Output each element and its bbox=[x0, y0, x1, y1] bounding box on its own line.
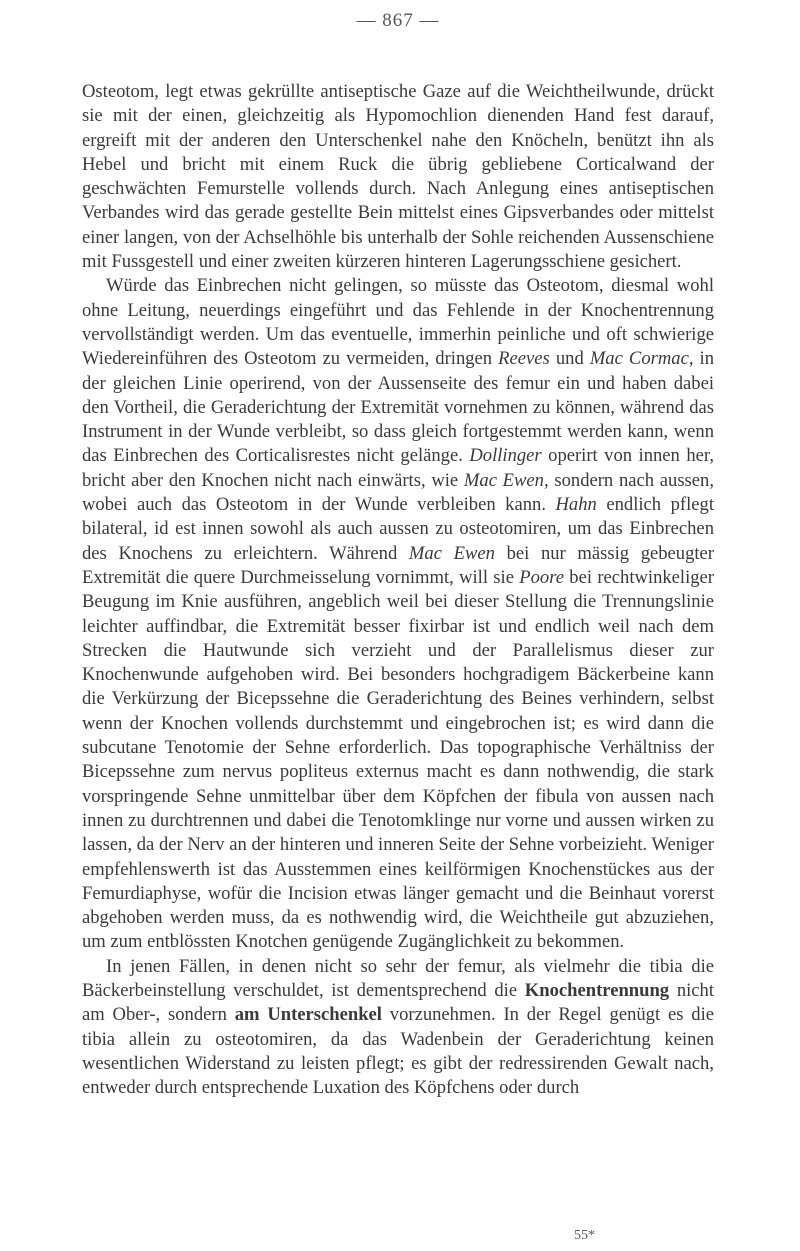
text-run: vorzunehmen. In der Regel genügt es die tibia allein zu osteotomiren, da das Wadenbein der Geraderichtung keinen wesentlichen Widerstand zu leisten pflegt; es gibt der redressirenden Gewalt nach, entweder durch entsprechende Luxation des Köpfchens oder durch bbox=[82, 1004, 714, 1099]
text-run: endlich pflegt bilateral, id est innen sowohl als auch aussen zu osteotomiren, um das Einbrechen des Knochens zu erleichtern. Während bbox=[82, 494, 714, 564]
page-number: — 867 — bbox=[356, 10, 440, 31]
text-run: , in der gleichen Linie operirend, von der Aussenseite des femur ein und haben dabei den Vortheil, die Geraderichtung der Extremität vornehmen zu können, während das Instrument in der Wunde verbleibt, so dass gleich fortgestemmt werden kann, wenn das Einbrechen des Corticalisrestes nicht gelänge. bbox=[82, 348, 715, 467]
author-name: Reeves bbox=[498, 348, 550, 370]
text-run: bei rechtwinkeliger Beugung im Knie ausführen, angeblich weil bei dieser Stellung die Trennungslinie leichter auffindbar, die Extremität besser fixirbar ist und endlich weil nach dem Strecken die Hautwunde sich verzieht und der Parallelismus dieser zur Knochenwunde aufgehoben wird. Bei besonders hochgradigem Bäckerbeine kann die Verkürzung der Bicepssehne die Geraderichtung des Beines verhindern, selbst wenn der Knochen vollends durchstemmt und eingebrochen ist; es wird dann die subcutane Tenotomie der Sehne erforderlich. Das topographische Verhältniss der Bicepssehne zum nervus popliteus externus macht es dann nothwendig, die stark vorspringende Sehne unmittelbar über dem Köpfchen der fibula von aussen nach innen zu durchtrennen und dabei die Tenotomklinge nur vorne und aussen wirken zu lassen, da der Nerv an der hinteren und inneren Seite der Sehne vorbeizieht. Weniger empfehlenswerth ist das Ausstemmen eines keilförmigen Knochenstückes aus der Femurdiaphyse, wofür die Incision etwas länger gemacht und die Beinhaut vorerst abgehoben werden muss, da es nothwendig wird, die Weichtheile gut abzuziehen, um zum entblössten Knotchen genügende Zugänglichkeit zu bekommen. bbox=[82, 566, 714, 953]
text-run: operirt von innen her, bricht aber den Knochen nicht nach einwärts, wie bbox=[82, 445, 714, 491]
emphasized-term: Knochentrennung bbox=[524, 979, 670, 1001]
text-run: bei nur mässig gebeugter Extremität die quere Durchmeisselung vornimmt, will sie bbox=[82, 542, 714, 588]
author-name: Mac Ewen bbox=[463, 469, 544, 491]
book-page bbox=[82, 10, 714, 1100]
text-run: nicht am Ober-, sondern bbox=[82, 979, 714, 1026]
emphasized-term: am Unterschenkel bbox=[234, 1004, 382, 1026]
paragraph bbox=[82, 274, 714, 954]
author-name: Hahn bbox=[555, 494, 597, 516]
text-run: Osteotom, legt etwas gekrüllte antiseptische Gaze auf die Weichtheilwunde, drückt sie mit der einen, gleichzeitig als Hypomochlion dienenden Hand fest darauf, ergreift mit der anderen den Unterschenkel nahe den Knöcheln, benützt ihn als Hebel und bricht mit einem Ruck die übrig gebliebene Corticalwand der geschwächten Femurstelle vollends durch. Nach Anlegung eines antiseptischen Verbandes wird das gerade gestellte Bein mittelst eines Gipsverbandes oder mittelst einer langen, von der Achselhöhle bis unterhalb der Sohle reichenden Aussenschiene mit Fussgestell und einer zweiten kürzeren hinteren Lagerungsschiene gesichert. bbox=[82, 81, 714, 273]
author-name: Mac Cormac bbox=[589, 348, 689, 370]
author-name: Poore bbox=[519, 566, 565, 588]
paragraph bbox=[82, 80, 714, 274]
text-run: Würde das Einbrechen nicht gelingen, so müsste das Osteotom, diesmal wohl ohne Leitung, neuerdings eingeführt und das Fehlende in der Knochentrennung vervollständigt werden. Um das eventuelle, immerhin peinliche und oft schwierige Wiedereinführen des Osteotom zu vermeiden, dringen bbox=[82, 275, 714, 370]
text-run: , sondern nach aussen, wobei auch das Osteotom in der Wunde verbleiben kann. bbox=[82, 469, 714, 516]
signature-mark: 55* bbox=[574, 1228, 595, 1243]
author-name: Mac Ewen bbox=[408, 542, 495, 564]
text-run: In jenen Fällen, in denen nicht so sehr der femur, als vielmehr die tibia die Bäckerbeinstellung verschuldet, ist dementsprechend die bbox=[82, 955, 714, 1001]
text-run: und bbox=[549, 348, 590, 370]
author-name: Dollinger bbox=[469, 445, 542, 467]
paragraph bbox=[82, 955, 714, 1101]
